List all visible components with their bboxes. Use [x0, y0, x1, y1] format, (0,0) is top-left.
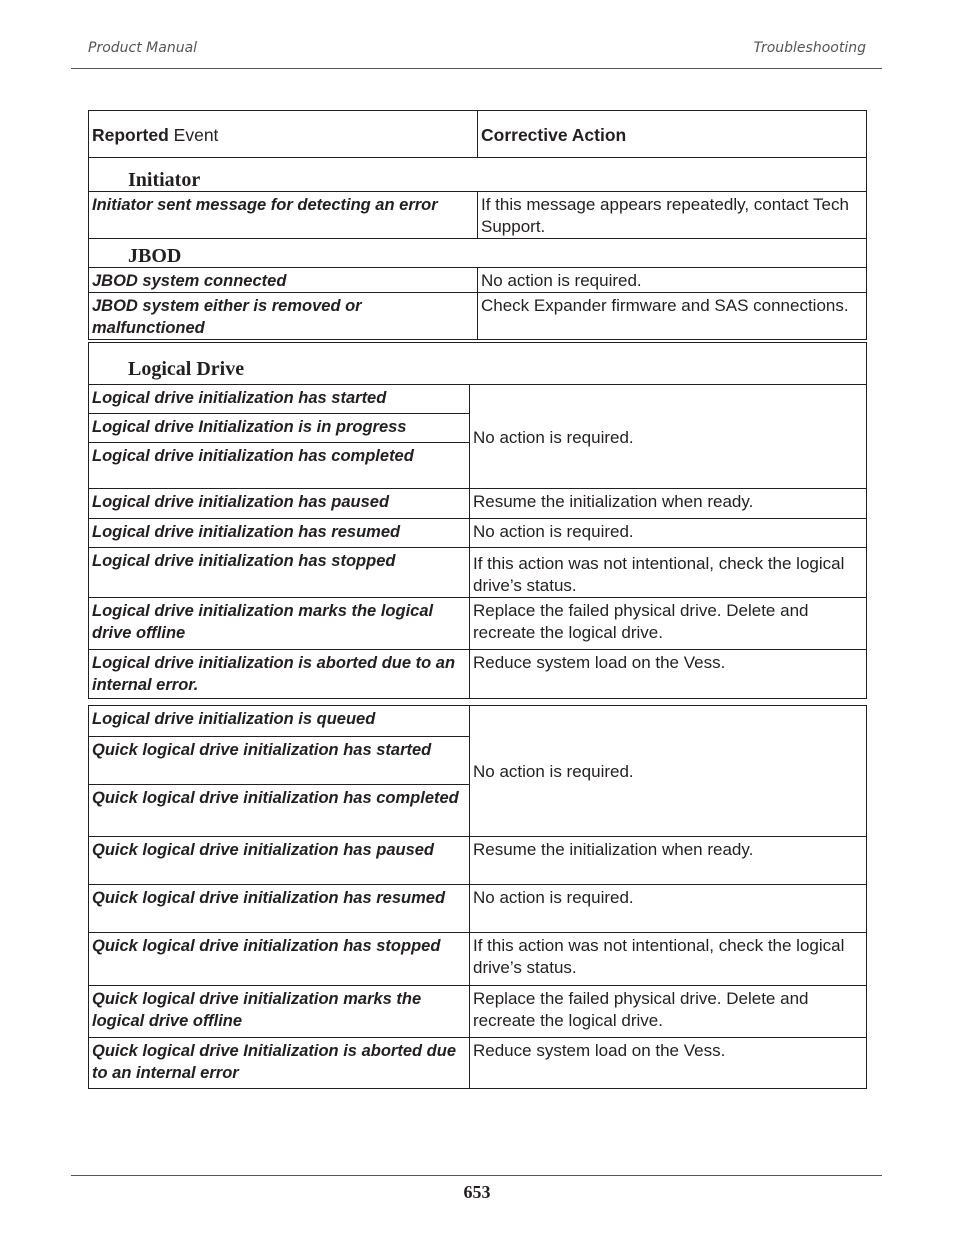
table-row	[89, 706, 867, 737]
table-row	[89, 268, 867, 293]
table-row	[89, 885, 867, 933]
page-number: 653	[463, 1182, 491, 1202]
event-cell: Initiator sent message for detecting an error	[89, 192, 478, 239]
table-row	[89, 385, 867, 414]
action-cell-merged: No action is required.	[470, 706, 867, 837]
table-header-row	[89, 111, 867, 158]
event-cell: Quick logical drive initialization has resumed	[89, 885, 470, 933]
table-row	[89, 489, 867, 519]
action-cell: Check Expander firmware and SAS connections.	[478, 293, 867, 340]
running-header-right: Troubleshooting	[753, 40, 866, 56]
table-row	[89, 837, 867, 885]
event-cell: Logical drive Initialization is in progress	[89, 414, 470, 443]
event-cell: Quick logical drive initialization has paused	[89, 837, 470, 885]
event-cell: Quick logical drive Initialization is aborted due to an internal error	[89, 1038, 470, 1089]
event-cell: Logical drive initialization has completed	[89, 443, 470, 489]
table-row	[89, 293, 867, 340]
events-table-logical-drive	[88, 342, 867, 699]
events-table-initiator-jbod	[88, 110, 867, 340]
table-row	[89, 1038, 867, 1089]
table-row	[89, 548, 867, 598]
section-row-jbod	[89, 239, 867, 268]
section-row-logical-drive	[89, 343, 867, 385]
section-row-initiator	[89, 158, 867, 192]
action-cell: Replace the failed physical drive. Delete and recreate the logical drive.	[470, 598, 867, 650]
event-cell: JBOD system connected	[89, 268, 478, 293]
action-cell: No action is required.	[470, 519, 867, 548]
events-table-quick-init	[88, 705, 867, 1089]
action-cell: No action is required.	[478, 268, 867, 293]
section-title-logical-drive: Logical Drive	[89, 343, 867, 385]
header-event-label: Event	[168, 125, 219, 145]
event-cell: JBOD system either is removed or malfunctioned	[89, 293, 478, 340]
action-cell: Reduce system load on the Vess.	[470, 650, 867, 699]
event-cell: Quick logical drive initialization marks the logical drive offline	[89, 986, 470, 1038]
table-row	[89, 192, 867, 239]
table-row	[89, 650, 867, 699]
event-cell: Quick logical drive initialization has started	[89, 737, 470, 785]
action-cell: If this action was not intentional, check the logical drive’s status.	[470, 548, 867, 598]
running-header-left: Product Manual	[88, 40, 198, 56]
event-cell: Logical drive initialization has paused	[89, 489, 470, 519]
table-row	[89, 598, 867, 650]
action-cell: No action is required.	[470, 885, 867, 933]
header-corrective-action: Corrective Action	[478, 111, 867, 158]
event-cell: Logical drive initialization has resumed	[89, 519, 470, 548]
event-cell: Logical drive initialization has started	[89, 385, 470, 414]
footer-rule	[71, 1175, 882, 1176]
table-row	[89, 933, 867, 986]
action-cell: If this message appears repeatedly, contact Tech Support.	[478, 192, 867, 239]
event-cell: Quick logical drive initialization has completed	[89, 785, 470, 837]
action-cell: If this action was not intentional, check the logical drive’s status.	[470, 933, 867, 986]
section-title-jbod: JBOD	[89, 239, 867, 268]
table-row	[89, 986, 867, 1038]
action-cell: Replace the failed physical drive. Delete and recreate the logical drive.	[470, 986, 867, 1038]
event-cell: Logical drive initialization is queued	[89, 706, 470, 737]
section-title-initiator: Initiator	[89, 158, 867, 192]
header-reported-event	[89, 111, 478, 158]
action-cell-merged: No action is required.	[470, 385, 867, 489]
event-cell: Quick logical drive initialization has stopped	[89, 933, 470, 986]
header-reported-label: Reported	[92, 125, 169, 145]
event-cell: Logical drive initialization has stopped	[89, 548, 470, 598]
event-cell: Logical drive initialization marks the logical drive offline	[89, 598, 470, 650]
action-cell: Resume the initialization when ready.	[470, 489, 867, 519]
action-cell: Reduce system load on the Vess.	[470, 1038, 867, 1089]
table-row	[89, 519, 867, 548]
action-cell: Resume the initialization when ready.	[470, 837, 867, 885]
event-cell: Logical drive initialization is aborted due to an internal error.	[89, 650, 470, 699]
header-rule	[71, 68, 882, 69]
